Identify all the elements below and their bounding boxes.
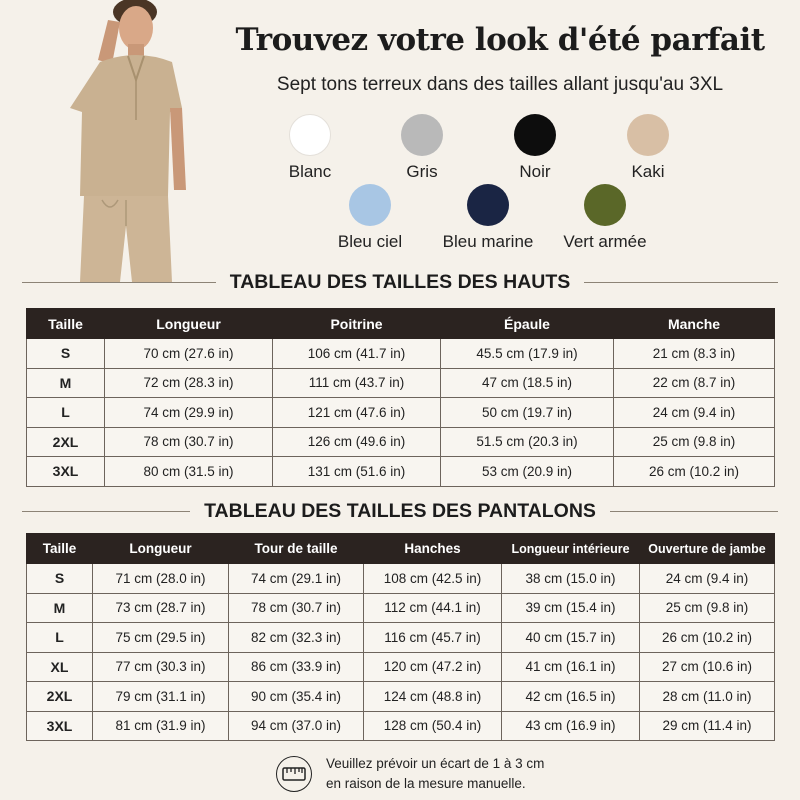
measurement-note [276, 754, 544, 794]
color-swatch-bleu-marine[interactable] [428, 184, 548, 252]
color-name: Bleu ciel [337, 232, 403, 251]
size-cell: XL [27, 652, 93, 682]
table-cell: 39 cm (15.4 in) [502, 593, 640, 623]
table-cell: 26 cm (10.2 in) [614, 457, 775, 487]
color-dot [584, 184, 626, 226]
pants-section-header [0, 499, 800, 523]
table-row [27, 368, 775, 398]
table-cell: 112 cm (44.1 in) [364, 593, 502, 623]
table-row [27, 427, 775, 457]
table-row [27, 682, 775, 712]
table-row [27, 623, 775, 653]
divider [22, 282, 216, 283]
table-row [27, 398, 775, 428]
column-header: Poitrine [273, 309, 441, 339]
table-row [27, 339, 775, 369]
tops-size-table [26, 308, 775, 487]
table-cell: 45.5 cm (17.9 in) [441, 339, 614, 369]
table-cell: 25 cm (9.8 in) [640, 593, 775, 623]
table-cell: 38 cm (15.0 in) [502, 564, 640, 594]
color-dot [401, 114, 443, 156]
table-cell: 71 cm (28.0 in) [93, 564, 229, 594]
table-cell: 78 cm (30.7 in) [105, 427, 273, 457]
color-dot [514, 114, 556, 156]
table-cell: 41 cm (16.1 in) [502, 652, 640, 682]
table-cell: 79 cm (31.1 in) [93, 682, 229, 712]
page-subtitle: Sept tons terreux dans des tailles allant jusqu'au 3XL [276, 74, 724, 95]
table-cell: 47 cm (18.5 in) [441, 368, 614, 398]
table-cell: 29 cm (11.4 in) [640, 711, 775, 741]
table-cell: 21 cm (8.3 in) [614, 339, 775, 369]
color-name: Noir [519, 162, 551, 181]
table-cell: 80 cm (31.5 in) [105, 457, 273, 487]
table-cell: 25 cm (9.8 in) [614, 427, 775, 457]
note-line-2: en raison de la mesure manuelle. [326, 776, 526, 791]
ruler-icon [276, 756, 312, 792]
table-cell: 40 cm (15.7 in) [502, 623, 640, 653]
color-name: Gris [406, 162, 438, 181]
column-header: Taille [27, 534, 93, 564]
model-photo [40, 0, 200, 285]
table-cell: 131 cm (51.6 in) [273, 457, 441, 487]
size-cell: S [27, 339, 105, 369]
color-name: Kaki [631, 162, 665, 181]
divider [584, 282, 778, 283]
table-cell: 120 cm (47.2 in) [364, 652, 502, 682]
column-header: Tour de taille [229, 534, 364, 564]
table-cell: 121 cm (47.6 in) [273, 398, 441, 428]
table-cell: 27 cm (10.6 in) [640, 652, 775, 682]
table-header-row [27, 534, 775, 564]
divider [610, 511, 778, 512]
table-cell: 74 cm (29.9 in) [105, 398, 273, 428]
color-swatch-vert-armee[interactable] [545, 184, 665, 252]
size-cell: M [27, 368, 105, 398]
size-cell: L [27, 398, 105, 428]
divider [22, 511, 190, 512]
color-swatch-blanc[interactable] [250, 114, 370, 182]
table-cell: 74 cm (29.1 in) [229, 564, 364, 594]
table-cell: 24 cm (9.4 in) [614, 398, 775, 428]
column-header: Taille [27, 309, 105, 339]
table-cell: 53 cm (20.9 in) [441, 457, 614, 487]
table-header-row [27, 309, 775, 339]
color-swatch-gris[interactable] [362, 114, 482, 182]
table-cell: 106 cm (41.7 in) [273, 339, 441, 369]
pants-size-table [26, 533, 775, 741]
size-cell: L [27, 623, 93, 653]
note-line-1: Veuillez prévoir un écart de 1 à 3 cm [326, 756, 545, 771]
table-cell: 108 cm (42.5 in) [364, 564, 502, 594]
table-cell: 94 cm (37.0 in) [229, 711, 364, 741]
table-row [27, 711, 775, 741]
table-cell: 128 cm (50.4 in) [364, 711, 502, 741]
table-cell: 24 cm (9.4 in) [640, 564, 775, 594]
table-row [27, 457, 775, 487]
table-cell: 51.5 cm (20.3 in) [441, 427, 614, 457]
size-cell: S [27, 564, 93, 594]
color-swatch-kaki[interactable] [588, 114, 708, 182]
table-cell: 73 cm (28.7 in) [93, 593, 229, 623]
table-row [27, 564, 775, 594]
column-header: Épaule [441, 309, 614, 339]
color-dot [349, 184, 391, 226]
table-cell: 50 cm (19.7 in) [441, 398, 614, 428]
size-cell: 2XL [27, 427, 105, 457]
color-swatch-bleu-ciel[interactable] [310, 184, 430, 252]
table-cell: 22 cm (8.7 in) [614, 368, 775, 398]
table-cell: 82 cm (32.3 in) [229, 623, 364, 653]
size-cell: 3XL [27, 711, 93, 741]
table-cell: 78 cm (30.7 in) [229, 593, 364, 623]
size-cell: 3XL [27, 457, 105, 487]
table-row [27, 652, 775, 682]
table-cell: 124 cm (48.8 in) [364, 682, 502, 712]
column-header: Longueur intérieure [502, 534, 640, 564]
table-cell: 43 cm (16.9 in) [502, 711, 640, 741]
color-dot [467, 184, 509, 226]
page-title: Trouvez votre look d'été parfait [235, 22, 765, 58]
column-header: Manche [614, 309, 775, 339]
table-cell: 70 cm (27.6 in) [105, 339, 273, 369]
pants-section-title: TABLEAU DES TAILLES DES PANTALONS [204, 499, 596, 522]
color-swatch-noir[interactable] [475, 114, 595, 182]
color-dot [627, 114, 669, 156]
column-header: Hanches [364, 534, 502, 564]
table-cell: 126 cm (49.6 in) [273, 427, 441, 457]
table-cell: 75 cm (29.5 in) [93, 623, 229, 653]
table-cell: 28 cm (11.0 in) [640, 682, 775, 712]
table-cell: 42 cm (16.5 in) [502, 682, 640, 712]
table-cell: 81 cm (31.9 in) [93, 711, 229, 741]
tops-section-title: TABLEAU DES TAILLES DES HAUTS [229, 270, 571, 293]
column-header: Longueur [93, 534, 229, 564]
color-name: Vert armée [563, 232, 647, 251]
color-name: Bleu marine [442, 232, 534, 251]
table-cell: 116 cm (45.7 in) [364, 623, 502, 653]
tops-section-header [0, 270, 800, 294]
table-cell: 26 cm (10.2 in) [640, 623, 775, 653]
table-cell: 86 cm (33.9 in) [229, 652, 364, 682]
color-name: Blanc [288, 162, 332, 181]
color-dot [289, 114, 331, 156]
table-cell: 111 cm (43.7 in) [273, 368, 441, 398]
size-cell: 2XL [27, 682, 93, 712]
table-row [27, 593, 775, 623]
column-header: Ouverture de jambe [640, 534, 775, 564]
table-cell: 72 cm (28.3 in) [105, 368, 273, 398]
column-header: Longueur [105, 309, 273, 339]
size-cell: M [27, 593, 93, 623]
table-cell: 77 cm (30.3 in) [93, 652, 229, 682]
table-cell: 90 cm (35.4 in) [229, 682, 364, 712]
